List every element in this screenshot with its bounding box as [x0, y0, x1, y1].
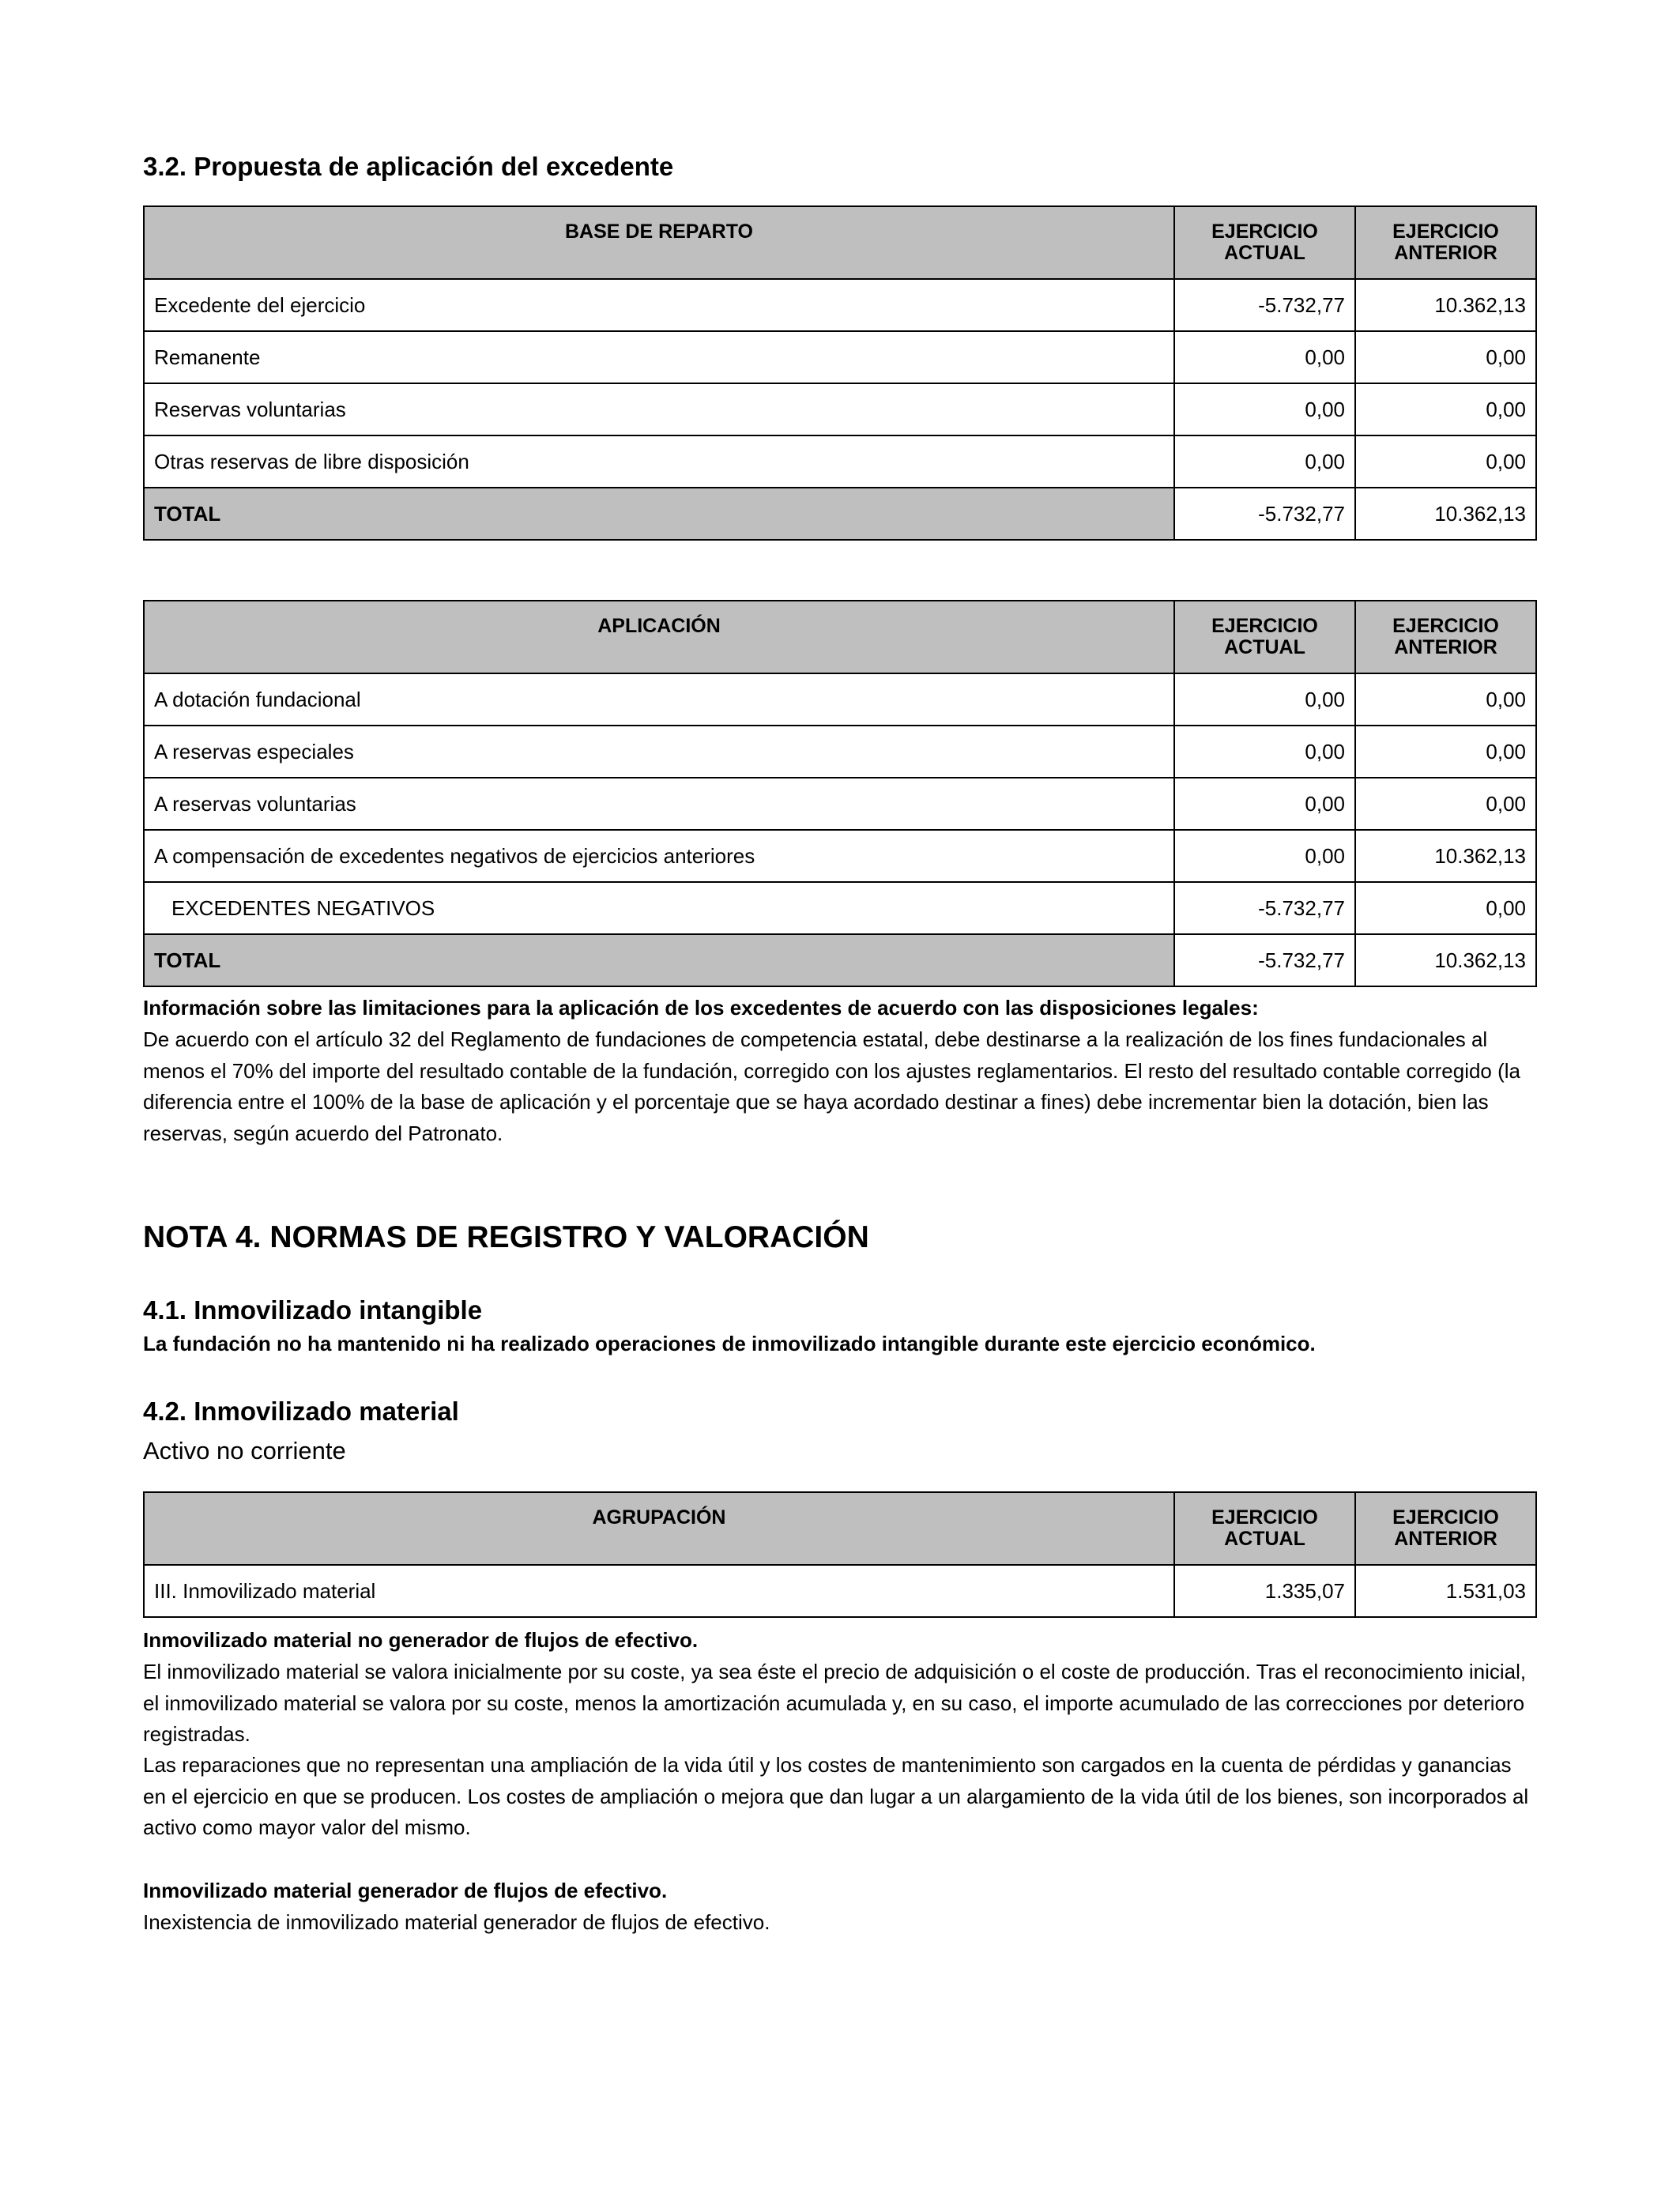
header-ejercicio-anterior: EJERCICIO ANTERIOR [1355, 1492, 1536, 1565]
header-aplicacion: APLICACIÓN [144, 601, 1174, 673]
row-actual: 0,00 [1174, 830, 1355, 882]
row-label: Remanente [144, 331, 1174, 383]
row-actual: 0,00 [1174, 726, 1355, 778]
table-row [144, 435, 1536, 488]
total-actual: -5.732,77 [1174, 488, 1355, 540]
base-reparto-table [143, 205, 1537, 541]
row-anterior: 0,00 [1355, 673, 1536, 726]
row-anterior: 0,00 [1355, 778, 1536, 830]
row-actual: 0,00 [1174, 331, 1355, 383]
total-anterior: 10.362,13 [1355, 488, 1536, 540]
section-4-1-title: 4.1. Inmovilizado intangible [143, 1295, 483, 1325]
table-row [144, 1565, 1536, 1617]
limitaciones-text: De acuerdo con el artículo 32 del Reglamento de fundaciones de competencia estatal, debe destinarse a la realización de los fines fundacionales al menos el 70% del importe del resultado contable de la fundación, corregido con los ajustes reglamentarios. El resto del resultado contable corregido (la diferencia entre el 100% de la base de aplicación y el porcentaje que se haya acordado destinar a fines) debe incrementar bien la dotación, bien las reservas, según acuerdo del Patronato. [143, 1027, 1521, 1145]
row-label: Otras reservas de libre disposición [144, 435, 1174, 488]
row-actual: -5.732,77 [1174, 882, 1355, 934]
table-row [144, 331, 1536, 383]
header-ejercicio-actual: EJERCICIO ACTUAL [1174, 601, 1355, 673]
row-actual: 0,00 [1174, 383, 1355, 435]
table-row [144, 383, 1536, 435]
table-row [144, 778, 1536, 830]
row-label: A dotación fundacional [144, 673, 1174, 726]
agrupacion-table [143, 1491, 1537, 1618]
total-label: TOTAL [144, 488, 1174, 540]
row-anterior: 0,00 [1355, 331, 1536, 383]
row-actual: 0,00 [1174, 778, 1355, 830]
row-label: A reservas especiales [144, 726, 1174, 778]
section-4-1-text: La fundación no ha mantenido ni ha realizado operaciones de inmovilizado intangible durante este ejercicio económico. [143, 1332, 1316, 1355]
table-header-row [144, 206, 1536, 279]
table-header-row [144, 1492, 1536, 1565]
row-actual: 1.335,07 [1174, 1565, 1355, 1617]
table-row [144, 830, 1536, 882]
section-4-2-subtitle: Activo no corriente [143, 1437, 346, 1465]
total-anterior: 10.362,13 [1355, 934, 1536, 986]
header-ejercicio-actual: EJERCICIO ACTUAL [1174, 206, 1355, 279]
nota-4-title: NOTA 4. NORMAS DE REGISTRO Y VALORACIÓN [143, 1220, 869, 1254]
total-row [144, 488, 1536, 540]
no-generador-paragraph-1: El inmovilizado material se valora inicialmente por su coste, ya sea éste el precio de adquisición o el coste de producción. Tras el reconocimiento inicial, el inmovilizado material se valora por su coste, menos la amortización acumulada y, en su caso, el importe acumulado de las correcciones por deterioro registradas. [143, 1660, 1527, 1746]
total-row [144, 934, 1536, 986]
row-anterior: 0,00 [1355, 435, 1536, 488]
row-label: III. Inmovilizado material [144, 1565, 1174, 1617]
header-ejercicio-anterior: EJERCICIO ANTERIOR [1355, 601, 1536, 673]
row-label: A reservas voluntarias [144, 778, 1174, 830]
row-anterior: 10.362,13 [1355, 279, 1536, 331]
row-actual: 0,00 [1174, 673, 1355, 726]
section-4-2-title: 4.2. Inmovilizado material [143, 1397, 459, 1426]
total-actual: -5.732,77 [1174, 934, 1355, 986]
row-label: Reservas voluntarias [144, 383, 1174, 435]
row-anterior: 0,00 [1355, 383, 1536, 435]
table-row [144, 882, 1536, 934]
row-anterior: 1.531,03 [1355, 1565, 1536, 1617]
header-base-reparto: BASE DE REPARTO [144, 206, 1174, 279]
total-label: TOTAL [144, 934, 1174, 986]
limitaciones-title: Información sobre las limitaciones para la aplicación de los excedentes de acuerdo con las disposiciones legales: [143, 996, 1259, 1020]
section-3-2-title: 3.2. Propuesta de aplicación del excedente [143, 152, 674, 181]
table-row [144, 673, 1536, 726]
row-actual: 0,00 [1174, 435, 1355, 488]
row-anterior: 10.362,13 [1355, 830, 1536, 882]
row-label: Excedente del ejercicio [144, 279, 1174, 331]
row-anterior: 0,00 [1355, 882, 1536, 934]
header-ejercicio-anterior: EJERCICIO ANTERIOR [1355, 206, 1536, 279]
generador-text: Inexistencia de inmovilizado material generador de flujos de efectivo. [143, 1910, 770, 1934]
row-label: EXCEDENTES NEGATIVOS [144, 882, 1174, 934]
no-generador-title: Inmovilizado material no generador de flujos de efectivo. [143, 1628, 699, 1652]
header-agrupacion: AGRUPACIÓN [144, 1492, 1174, 1565]
table-row [144, 726, 1536, 778]
table-header-row [144, 601, 1536, 673]
row-actual: -5.732,77 [1174, 279, 1355, 331]
no-generador-paragraph-2: Las reparaciones que no representan una ampliación de la vida útil y los costes de mantenimiento son cargados en la cuenta de pérdidas y ganancias en el ejercicio en que se producen. Los costes de ampliación o mejora que dan lugar a un alargamiento de la vida útil de los bienes, son incorporados al activo como mayor valor del mismo. [143, 1753, 1529, 1839]
aplicacion-table [143, 600, 1537, 987]
header-ejercicio-actual: EJERCICIO ACTUAL [1174, 1492, 1355, 1565]
row-label: A compensación de excedentes negativos de ejercicios anteriores [144, 830, 1174, 882]
table-row [144, 279, 1536, 331]
generador-title: Inmovilizado material generador de flujos de efectivo. [143, 1879, 668, 1902]
row-anterior: 0,00 [1355, 726, 1536, 778]
